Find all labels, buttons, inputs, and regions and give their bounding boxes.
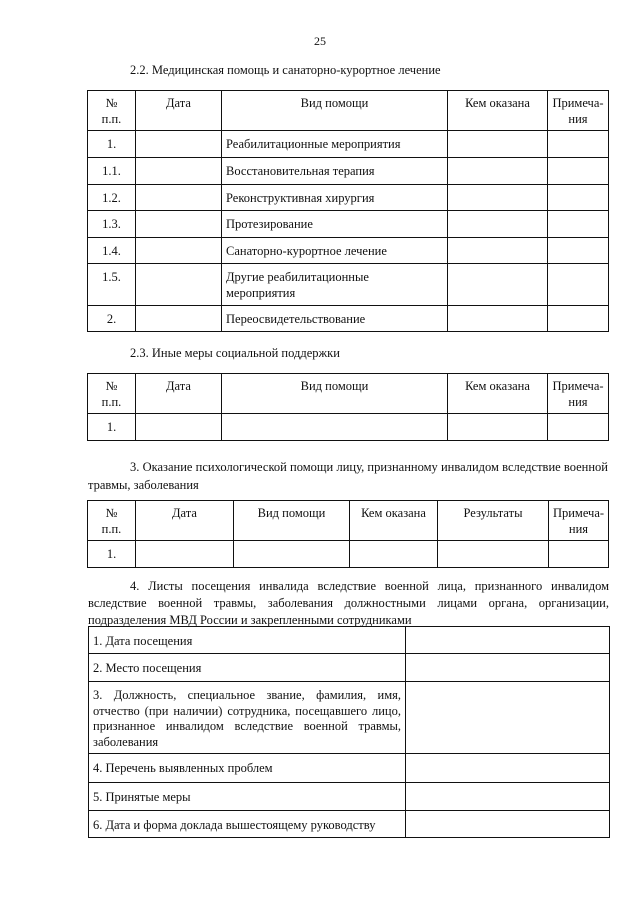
notes-cell[interactable] xyxy=(548,414,609,441)
row-number: 1. xyxy=(88,541,136,568)
row-number: 1.4. xyxy=(88,238,136,264)
page-number: 25 xyxy=(314,34,326,48)
table-row xyxy=(89,811,610,838)
help-type-cell[interactable] xyxy=(222,414,448,441)
visit-field-label: 4. Перечень выявленных проблем xyxy=(89,754,406,783)
row-number: 1.2. xyxy=(88,185,136,211)
visit-field-label: 6. Дата и форма доклада вышестоящему руководству xyxy=(89,811,406,838)
provided-by-cell[interactable] xyxy=(448,264,548,306)
header-provided-by: Кем оказана xyxy=(350,501,438,541)
date-cell[interactable] xyxy=(136,306,222,332)
visit-field-value[interactable] xyxy=(406,754,610,783)
header-results: Результаты xyxy=(438,501,549,541)
visit-field-label: 3. Должность, специальное звание, фамилия, имя, отчество (при наличии) сотрудника, посещавшего лицо, признанное инвалидом вследствие военной травмы, заболевания xyxy=(89,682,406,754)
provided-by-cell[interactable] xyxy=(448,306,548,332)
visit-field-value[interactable] xyxy=(406,783,610,811)
notes-cell[interactable] xyxy=(548,131,609,158)
header-date: Дата xyxy=(136,374,222,414)
date-cell[interactable] xyxy=(136,541,234,568)
date-cell[interactable] xyxy=(136,264,222,306)
table-header-row xyxy=(88,501,609,541)
header-date: Дата xyxy=(136,91,222,131)
table-row xyxy=(88,131,609,158)
table-row xyxy=(88,158,609,185)
row-number: 1. xyxy=(88,131,136,158)
section-2-2-title: 2.2. Медицинская помощь и санаторно-курортное лечение xyxy=(130,63,441,77)
notes-cell[interactable] xyxy=(548,158,609,185)
notes-cell[interactable] xyxy=(548,185,609,211)
table-row xyxy=(88,211,609,238)
provided-by-cell[interactable] xyxy=(448,211,548,238)
date-cell[interactable] xyxy=(136,185,222,211)
date-cell[interactable] xyxy=(136,131,222,158)
row-number: 1. xyxy=(88,414,136,441)
header-provided-by: Кем оказана xyxy=(448,374,548,414)
header-notes: Примеча- ния xyxy=(548,91,609,131)
header-provided-by: Кем оказана xyxy=(448,91,548,131)
visit-field-value[interactable] xyxy=(406,654,610,682)
help-type-cell: Санаторно-курортное лечение xyxy=(222,238,448,264)
header-number: № п.п. xyxy=(88,501,136,541)
date-cell[interactable] xyxy=(136,211,222,238)
visit-sheet-table xyxy=(88,626,610,838)
header-notes: Примеча- ния xyxy=(548,374,609,414)
help-type-cell[interactable] xyxy=(234,541,350,568)
table-row xyxy=(89,754,610,783)
table-row xyxy=(89,627,610,654)
provided-by-cell[interactable] xyxy=(350,541,438,568)
psychological-help-table xyxy=(87,500,609,568)
notes-cell[interactable] xyxy=(548,211,609,238)
table-row xyxy=(88,541,609,568)
results-cell[interactable] xyxy=(438,541,549,568)
help-type-cell: Реконструктивная хирургия xyxy=(222,185,448,211)
date-cell[interactable] xyxy=(136,414,222,441)
section-2-3-title: 2.3. Иные меры социальной поддержки xyxy=(130,346,340,360)
header-help-type: Вид помощи xyxy=(222,374,448,414)
visit-field-label: 2. Место посещения xyxy=(89,654,406,682)
visit-field-label: 1. Дата посещения xyxy=(89,627,406,654)
section-3-title: 3. Оказание психологической помощи лицу, признанному инвалидом вследствие военной травмы, заболевания xyxy=(88,460,608,492)
notes-cell[interactable] xyxy=(548,306,609,332)
table-row xyxy=(88,306,609,332)
section-4-title: 4. Листы посещения инвалида вследствие военной лица, признанного инвалидом вследствие военной травмы, заболевания должностными лицами органа, организации, подразделения МВД России и закрепленными сотрудниками xyxy=(88,579,609,627)
help-type-cell: Протезирование xyxy=(222,211,448,238)
row-number: 1.1. xyxy=(88,158,136,185)
table-row xyxy=(89,783,610,811)
table-row xyxy=(89,682,610,754)
provided-by-cell[interactable] xyxy=(448,185,548,211)
visit-field-value[interactable] xyxy=(406,627,610,654)
header-notes: Примеча- ния xyxy=(549,501,609,541)
date-cell[interactable] xyxy=(136,238,222,264)
table-row xyxy=(88,238,609,264)
provided-by-cell[interactable] xyxy=(448,131,548,158)
help-type-cell: Другие реабилитационные мероприятия xyxy=(222,264,448,306)
table-row xyxy=(88,264,609,306)
visit-field-label: 5. Принятые меры xyxy=(89,783,406,811)
header-number: № п.п. xyxy=(88,91,136,131)
header-help-type: Вид помощи xyxy=(222,91,448,131)
help-type-cell: Восстановительная терапия xyxy=(222,158,448,185)
social-support-table xyxy=(87,373,609,441)
provided-by-cell[interactable] xyxy=(448,158,548,185)
table-row xyxy=(88,185,609,211)
row-number: 1.5. xyxy=(88,264,136,306)
header-help-type: Вид помощи xyxy=(234,501,350,541)
table-header-row xyxy=(88,374,609,414)
provided-by-cell[interactable] xyxy=(448,238,548,264)
header-date: Дата xyxy=(136,501,234,541)
table-header-row xyxy=(88,91,609,131)
row-number: 2. xyxy=(88,306,136,332)
header-number: № п.п. xyxy=(88,374,136,414)
provided-by-cell[interactable] xyxy=(448,414,548,441)
notes-cell[interactable] xyxy=(548,264,609,306)
notes-cell[interactable] xyxy=(548,238,609,264)
visit-field-value[interactable] xyxy=(406,811,610,838)
notes-cell[interactable] xyxy=(549,541,609,568)
help-type-cell: Реабилитационные мероприятия xyxy=(222,131,448,158)
visit-field-value[interactable] xyxy=(406,682,610,754)
table-row xyxy=(89,654,610,682)
help-type-cell: Переосвидетельствование xyxy=(222,306,448,332)
row-number: 1.3. xyxy=(88,211,136,238)
date-cell[interactable] xyxy=(136,158,222,185)
medical-help-table xyxy=(87,90,609,332)
table-row xyxy=(88,414,609,441)
